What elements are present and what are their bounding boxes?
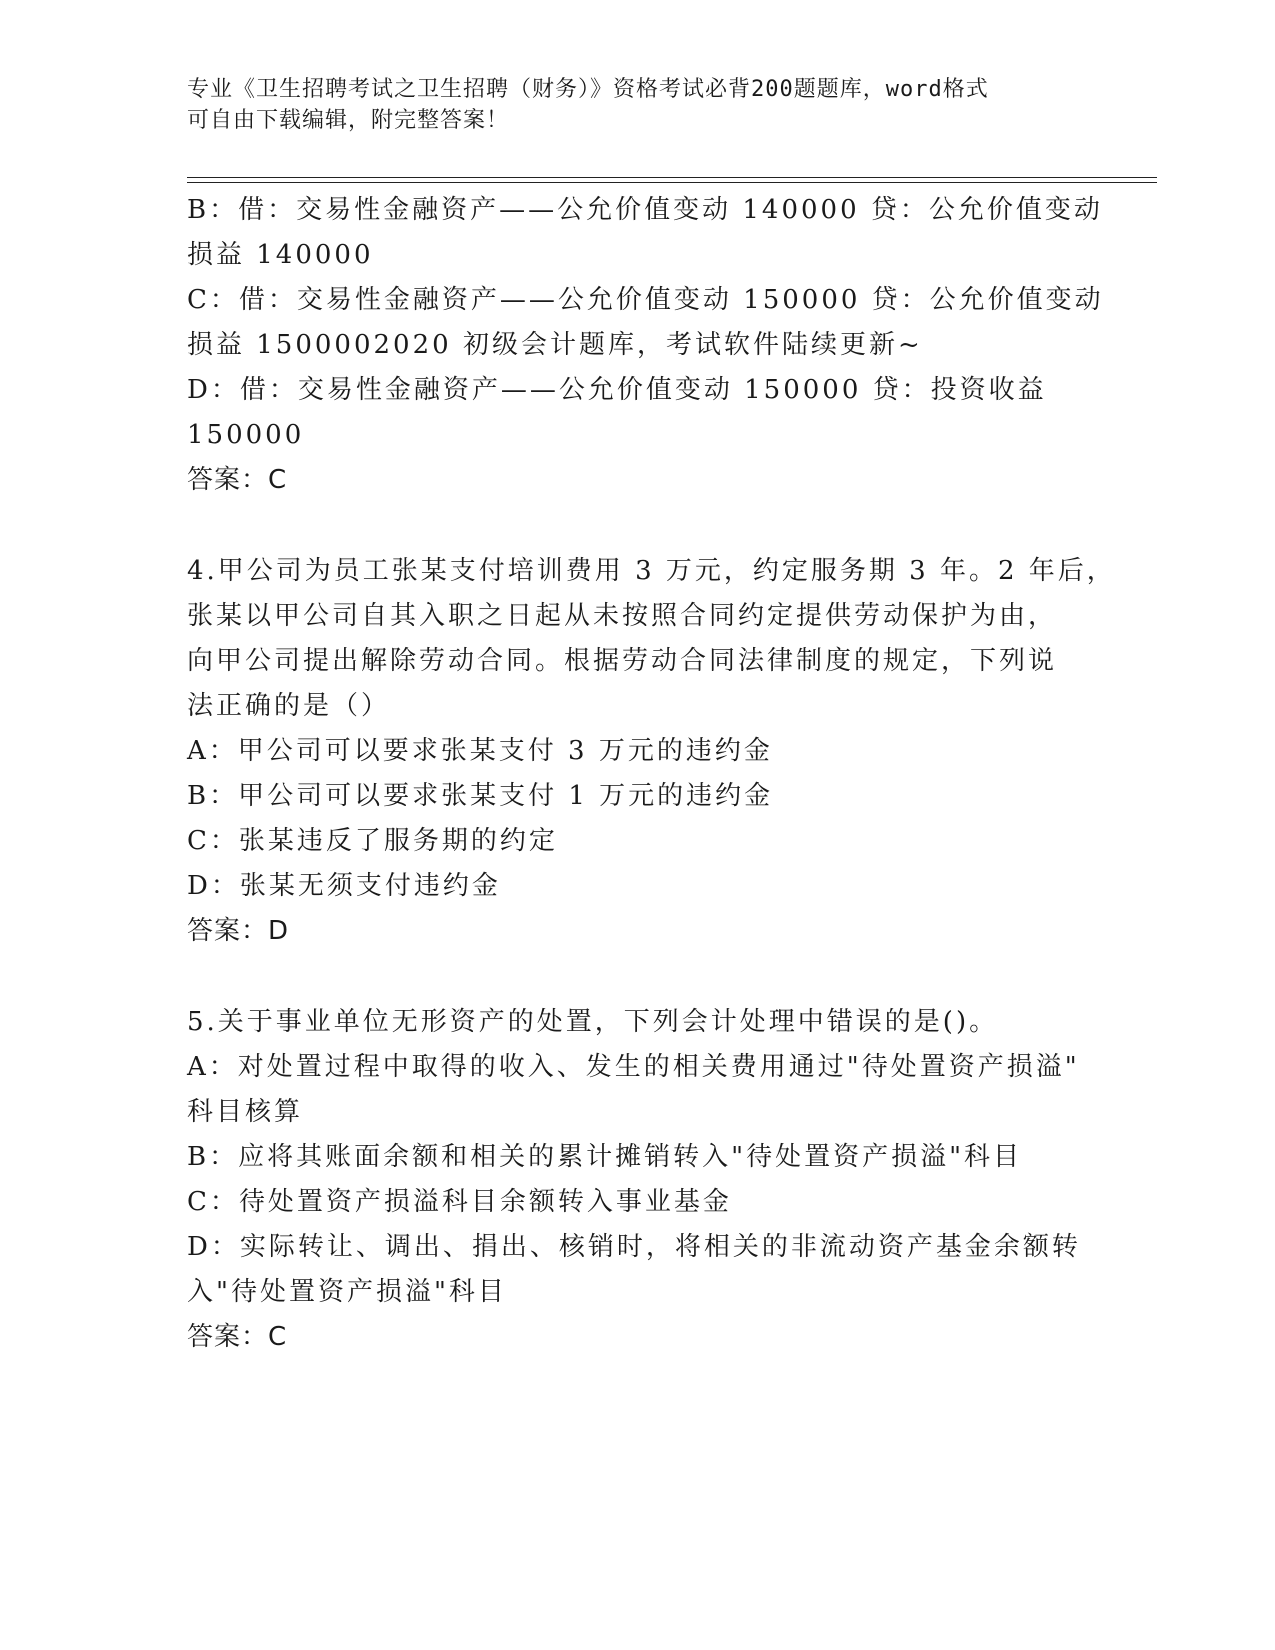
- question-4: [187, 549, 1116, 954]
- question-stem-line-4: 法正确的是（）: [187, 691, 391, 721]
- header-divider: [187, 177, 1157, 183]
- option-b-line-1: B：借：交易性金融资产——公允价值变动 140000 贷：公允价值变动: [187, 195, 1103, 225]
- question-spacer: [187, 503, 1087, 549]
- option-b: B：应将其账面余额和相关的累计摊销转入"待处置资产损溢"科目: [187, 1142, 1023, 1172]
- question-stem-line-3: 向甲公司提出解除劳动合同。根据劳动合同法律制度的规定，下列说: [187, 646, 1058, 676]
- option-d-line-2: 150000: [187, 420, 305, 450]
- option-b-line-2: 损益 140000: [187, 240, 374, 270]
- question-stem-line-1: 4.甲公司为员工张某支付培训费用 3 万元，约定服务期 3 年。2 年后，: [187, 556, 1116, 586]
- option-a: A：甲公司可以要求张某支付 3 万元的违约金: [187, 736, 773, 766]
- question-stem-line-1: 5.关于事业单位无形资产的处置，下列会计处理中错误的是()。: [187, 1007, 999, 1037]
- option-c-line-1: C：借：交易性金融资产——公允价值变动 150000 贷：公允价值变动: [187, 285, 1104, 315]
- header-title-line-2: 可自由下载编辑，附完整答案！: [187, 108, 510, 133]
- answer: 答案：C: [187, 465, 288, 495]
- option-a-line-1: A：对处置过程中取得的收入、发生的相关费用通过"待处置资产损溢": [187, 1052, 1080, 1082]
- document-header: [187, 74, 1067, 136]
- option-d: D：张某无须支付违约金: [187, 871, 501, 901]
- question-stem-line-2: 张某以甲公司自其入职之日起从未按照合同约定提供劳动保护为由，: [187, 601, 1058, 631]
- question-5: [187, 1000, 1087, 1360]
- option-a-line-2: 科目核算: [187, 1097, 304, 1127]
- option-c-line-2: 损益 1500002020 初级会计题库，考试软件陆续更新~: [187, 330, 923, 360]
- answer: 答案：C: [187, 1322, 288, 1352]
- option-c: C：待处置资产损溢科目余额转入事业基金: [187, 1187, 732, 1217]
- option-b: B：甲公司可以要求张某支付 1 万元的违约金: [187, 781, 774, 811]
- question-spacer: [187, 954, 1087, 1000]
- option-d-line-1: D：借：交易性金融资产——公允价值变动 150000 贷：投资收益: [187, 375, 1047, 405]
- question-content: [187, 188, 1116, 1360]
- option-d-line-2: 入"待处置资产损溢"科目: [187, 1277, 507, 1307]
- answer: 答案：D: [187, 916, 290, 946]
- question-3-continued: [187, 188, 1104, 503]
- option-d-line-1: D：实际转让、调出、捐出、核销时，将相关的非流动资产基金余额转: [187, 1232, 1081, 1262]
- option-c: C：张某违反了服务期的约定: [187, 826, 558, 856]
- header-title-line-1: 专业《卫生招聘考试之卫生招聘（财务）》资格考试必背200题题库，word格式: [187, 77, 989, 102]
